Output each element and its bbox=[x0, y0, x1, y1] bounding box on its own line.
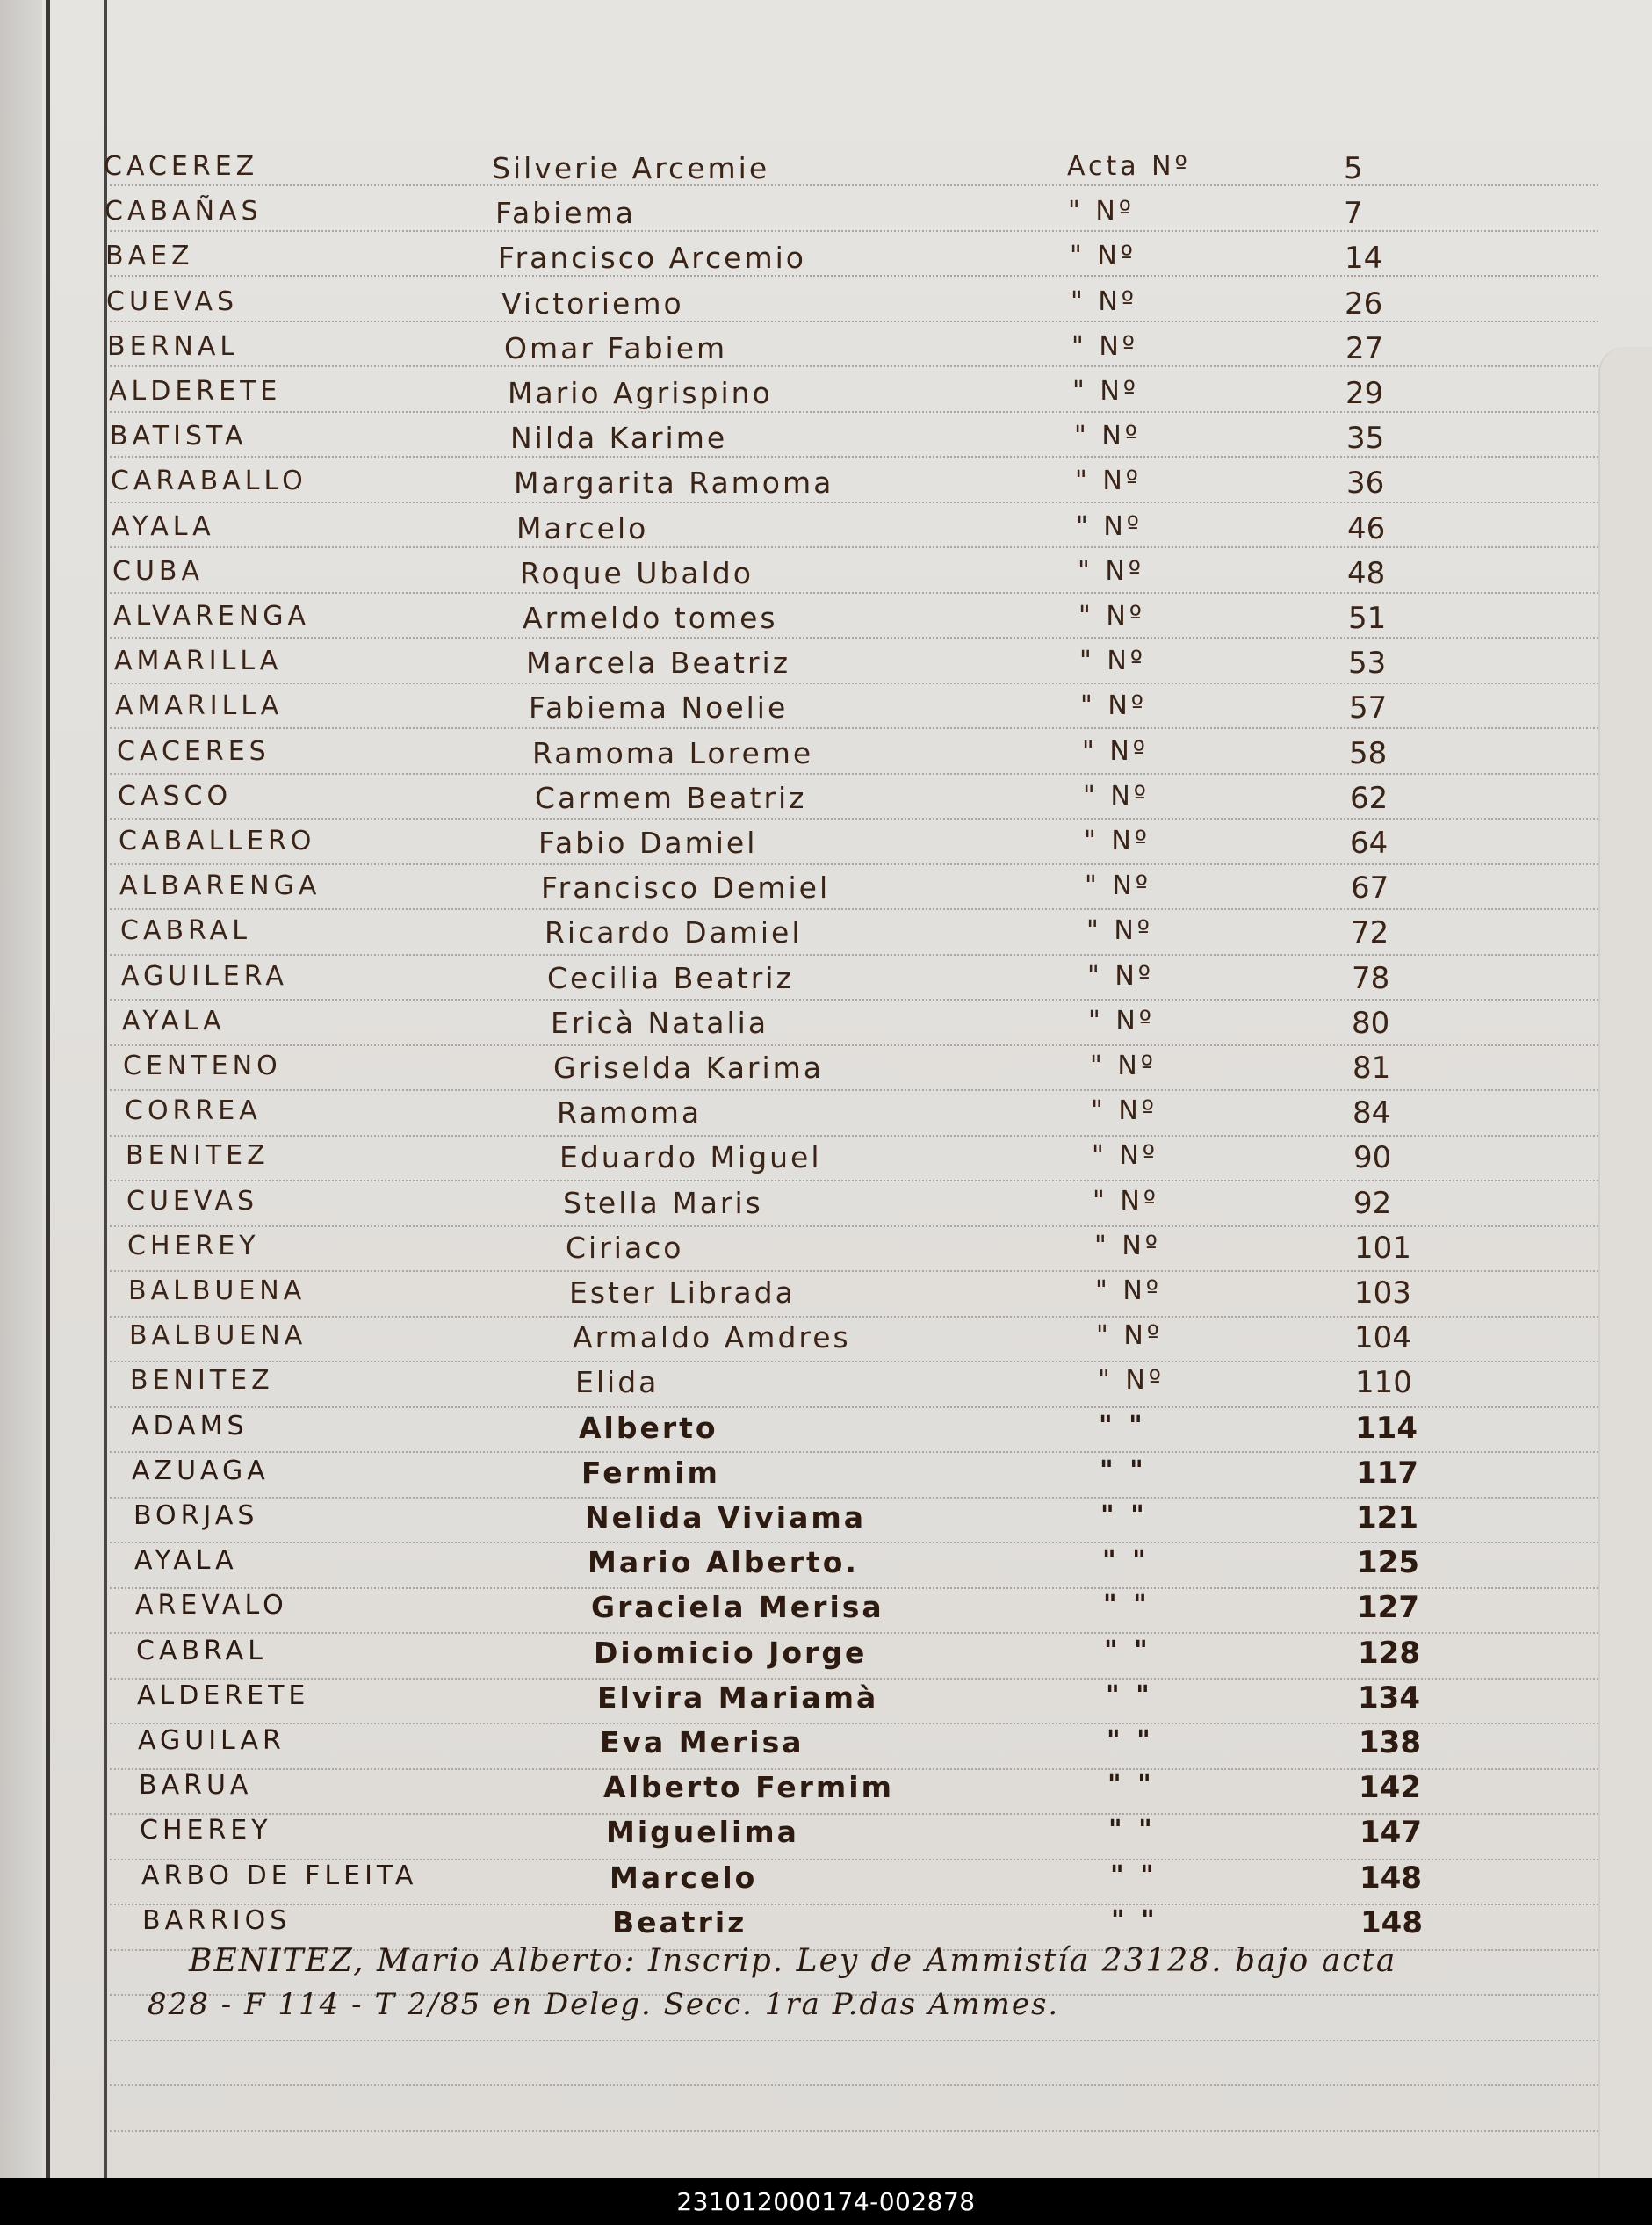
acta-label-cell: " Nº bbox=[1094, 1231, 1161, 1261]
ruled-line bbox=[110, 1089, 1598, 1091]
acta-label-cell: " Nº bbox=[1086, 915, 1153, 946]
acta-label-cell: " Nº bbox=[1078, 556, 1144, 587]
register-row bbox=[0, 961, 1581, 1000]
acta-label-cell: " " bbox=[1100, 1456, 1147, 1486]
acta-number-cell: 125 bbox=[1357, 1545, 1419, 1580]
acta-number-cell: 57 bbox=[1349, 690, 1388, 726]
surname-cell: ADAMS bbox=[131, 1411, 249, 1441]
ruled-line bbox=[110, 1316, 1598, 1318]
given-name-cell: Beatriz bbox=[612, 1905, 747, 1940]
acta-label-cell: " " bbox=[1100, 1500, 1148, 1531]
register-row bbox=[0, 1140, 1581, 1179]
given-name-cell: Alberto bbox=[579, 1411, 718, 1445]
register-row bbox=[0, 1636, 1581, 1674]
register-row bbox=[0, 1860, 1581, 1899]
ruled-line bbox=[110, 1406, 1598, 1408]
acta-number-cell: 90 bbox=[1353, 1140, 1392, 1175]
annotation-note-line: BENITEZ, Mario Alberto: Inscrip. Ley de Ammistía 23128. bajo acta bbox=[189, 1943, 1397, 1979]
acta-label-cell: " Nº bbox=[1098, 1365, 1165, 1396]
acta-number-cell: 134 bbox=[1358, 1680, 1420, 1716]
acta-label-cell: " Nº bbox=[1071, 286, 1137, 317]
given-name-cell: Griselda Karima bbox=[553, 1051, 825, 1085]
given-name-cell: Ramoma Loreme bbox=[532, 736, 814, 770]
acta-number-cell: 27 bbox=[1345, 331, 1384, 366]
register-row bbox=[0, 1590, 1581, 1629]
acta-label-cell: " Nº bbox=[1096, 1320, 1163, 1351]
given-name-cell: Nilda Karime bbox=[510, 421, 728, 455]
given-name-cell: Ramoma bbox=[557, 1095, 703, 1130]
ruled-line bbox=[110, 1135, 1598, 1137]
register-row bbox=[0, 1006, 1581, 1044]
acta-number-cell: 67 bbox=[1351, 870, 1389, 906]
acta-label-cell: " Nº bbox=[1090, 1051, 1157, 1081]
ruled-line bbox=[110, 1180, 1598, 1181]
surname-cell: CHEREY bbox=[140, 1815, 272, 1846]
acta-label-cell: " Nº bbox=[1091, 1095, 1158, 1126]
given-name-cell: Ericà Natalia bbox=[551, 1006, 769, 1040]
surname-cell: AYALA bbox=[134, 1545, 238, 1576]
surname-cell: AGUILERA bbox=[121, 961, 288, 992]
given-name-cell: Eduardo Miguel bbox=[559, 1140, 822, 1174]
given-name-cell: Fermim bbox=[581, 1456, 720, 1490]
given-name-cell: Eva Merisa bbox=[600, 1725, 804, 1759]
acta-label-cell: " Nº bbox=[1076, 511, 1143, 542]
ruled-line bbox=[110, 1497, 1598, 1499]
register-row bbox=[0, 376, 1581, 415]
acta-label-cell: " Nº bbox=[1085, 870, 1151, 901]
acta-number-cell: 46 bbox=[1347, 511, 1386, 546]
given-name-cell: Mario Alberto. bbox=[588, 1545, 859, 1579]
register-row bbox=[0, 151, 1581, 190]
register-row bbox=[0, 826, 1581, 864]
surname-cell: ARBO DE FLEITA bbox=[141, 1860, 418, 1891]
ruled-line bbox=[110, 1723, 1598, 1724]
surname-cell: CACEREZ bbox=[104, 151, 259, 182]
register-row bbox=[0, 421, 1581, 459]
surname-cell: BARUA bbox=[139, 1770, 253, 1801]
given-name-cell: Victoriemo bbox=[501, 286, 684, 321]
surname-cell: CUEVAS bbox=[126, 1186, 259, 1217]
register-row bbox=[0, 556, 1581, 595]
surname-cell: BATISTA bbox=[110, 421, 248, 452]
acta-number-cell: 80 bbox=[1352, 1006, 1390, 1041]
acta-number-cell: 48 bbox=[1347, 556, 1386, 591]
acta-number-cell: 72 bbox=[1351, 915, 1389, 950]
surname-cell: CABRAL bbox=[120, 915, 251, 946]
acta-number-cell: 14 bbox=[1345, 241, 1383, 276]
surname-cell: AGUILAR bbox=[138, 1725, 285, 1756]
surname-cell: CORREA bbox=[125, 1095, 262, 1126]
surname-cell: CARABALLO bbox=[111, 466, 307, 496]
acta-number-cell: 36 bbox=[1346, 466, 1385, 501]
acta-label-cell: " " bbox=[1108, 1815, 1156, 1846]
ruled-line bbox=[110, 1225, 1598, 1227]
acta-number-cell: 114 bbox=[1355, 1411, 1418, 1446]
register-row bbox=[0, 196, 1581, 235]
surname-cell: ALDERETE bbox=[109, 376, 282, 407]
register-row bbox=[0, 690, 1581, 729]
acta-number-cell: 58 bbox=[1349, 736, 1388, 771]
acta-label-cell: " " bbox=[1111, 1905, 1158, 1936]
acta-number-cell: 84 bbox=[1353, 1095, 1391, 1131]
register-row bbox=[0, 781, 1581, 820]
register-row bbox=[0, 1545, 1581, 1584]
acta-label-cell: " " bbox=[1107, 1725, 1154, 1756]
acta-label-cell: " " bbox=[1106, 1680, 1153, 1711]
acta-number-cell: 147 bbox=[1360, 1815, 1422, 1850]
acta-number-cell: 35 bbox=[1346, 421, 1385, 456]
document-id-footer: 231012000174-002878 bbox=[0, 2178, 1652, 2225]
surname-cell: CABALLERO bbox=[119, 826, 316, 856]
surname-cell: BAEZ bbox=[105, 241, 194, 271]
given-name-cell: Cecilia Beatriz bbox=[547, 961, 794, 995]
register-row bbox=[0, 915, 1581, 954]
surname-cell: CUBA bbox=[112, 556, 205, 587]
given-name-cell: Ricardo Damiel bbox=[545, 915, 803, 950]
given-name-cell: Fabiema bbox=[495, 196, 636, 230]
register-row bbox=[0, 646, 1581, 684]
given-name-cell: Alberto Fermim bbox=[603, 1770, 895, 1804]
surname-cell: ALVARENGA bbox=[113, 601, 311, 632]
ruled-line bbox=[110, 2130, 1598, 2132]
given-name-cell: Mario Agrispino bbox=[508, 376, 773, 410]
given-name-cell: Francisco Arcemio bbox=[498, 241, 806, 275]
acta-number-cell: 117 bbox=[1356, 1456, 1418, 1491]
surname-cell: BALBUENA bbox=[128, 1275, 307, 1306]
given-name-cell: Marcela Beatriz bbox=[526, 646, 791, 680]
given-name-cell: Ester Librada bbox=[569, 1275, 796, 1310]
register-row bbox=[0, 1095, 1581, 1134]
given-name-cell: Roque Ubaldo bbox=[520, 556, 754, 590]
given-name-cell: Carmem Beatriz bbox=[535, 781, 807, 815]
register-row bbox=[0, 286, 1581, 325]
given-name-cell: Silverie Arcemie bbox=[492, 151, 770, 185]
register-row bbox=[0, 870, 1581, 909]
acta-label-cell: " Nº bbox=[1092, 1140, 1158, 1171]
given-name-cell: Ciriaco bbox=[566, 1231, 684, 1265]
surname-cell: AYALA bbox=[112, 511, 215, 542]
acta-number-cell: 110 bbox=[1355, 1365, 1412, 1400]
acta-number-cell: 148 bbox=[1360, 1905, 1423, 1940]
acta-label-cell: " Nº bbox=[1095, 1275, 1162, 1306]
register-row bbox=[0, 601, 1581, 639]
ruled-line bbox=[110, 2040, 1598, 2041]
given-name-cell: Fabiema Noelie bbox=[529, 690, 789, 725]
register-row bbox=[0, 1320, 1581, 1359]
ruled-line bbox=[110, 1044, 1598, 1046]
acta-label-cell: " " bbox=[1104, 1636, 1151, 1666]
register-row bbox=[0, 1770, 1581, 1809]
acta-number-cell: 78 bbox=[1352, 961, 1390, 996]
acta-label-cell: " Nº bbox=[1082, 736, 1149, 767]
acta-number-cell: 138 bbox=[1359, 1725, 1421, 1760]
register-row bbox=[0, 511, 1581, 550]
surname-cell: AZUAGA bbox=[132, 1456, 270, 1486]
acta-label-cell: " " bbox=[1107, 1770, 1155, 1801]
ruled-line bbox=[110, 1361, 1598, 1362]
acta-number-cell: 142 bbox=[1359, 1770, 1421, 1805]
ruled-line bbox=[110, 1270, 1598, 1272]
surname-cell: BARRIOS bbox=[142, 1905, 292, 1936]
given-name-cell: Elvira Mariamà bbox=[597, 1680, 879, 1715]
surname-cell: ALDERETE bbox=[137, 1680, 310, 1711]
surname-cell: CASCO bbox=[118, 781, 233, 812]
acta-label-cell: " " bbox=[1102, 1545, 1150, 1576]
given-name-cell: Omar Fabiem bbox=[504, 331, 728, 365]
acta-number-cell: 103 bbox=[1354, 1275, 1411, 1311]
register-row bbox=[0, 241, 1581, 279]
register-row bbox=[0, 1231, 1581, 1269]
surname-cell: CACERES bbox=[117, 736, 271, 767]
surname-cell: BENITEZ bbox=[126, 1140, 270, 1171]
register-row bbox=[0, 1500, 1581, 1539]
acta-label-cell: " Nº bbox=[1080, 690, 1147, 721]
acta-number-cell: 51 bbox=[1348, 601, 1387, 636]
acta-number-cell: 128 bbox=[1358, 1636, 1420, 1671]
surname-cell: CABRAL bbox=[136, 1636, 267, 1666]
acta-number-cell: 101 bbox=[1354, 1231, 1411, 1266]
surname-cell: CUEVAS bbox=[106, 286, 239, 317]
acta-number-cell: 5 bbox=[1344, 151, 1363, 186]
given-name-cell: Fabio Damiel bbox=[538, 826, 758, 860]
register-row bbox=[0, 1186, 1581, 1224]
surname-cell: CENTENO bbox=[123, 1051, 282, 1081]
register-row bbox=[0, 736, 1581, 775]
surname-cell: BALBUENA bbox=[129, 1320, 307, 1351]
given-name-cell: Diomicio Jorge bbox=[594, 1636, 868, 1670]
acta-number-cell: 127 bbox=[1357, 1590, 1419, 1625]
ruled-line bbox=[110, 1678, 1598, 1680]
acta-label-cell: " Nº bbox=[1075, 466, 1142, 496]
acta-number-cell: 7 bbox=[1344, 196, 1363, 231]
acta-label-cell: " Nº bbox=[1084, 826, 1151, 856]
acta-label-cell: " Nº bbox=[1071, 331, 1138, 362]
acta-label-cell: " Nº bbox=[1088, 1006, 1155, 1037]
given-name-cell: Elida bbox=[575, 1365, 660, 1399]
register-row bbox=[0, 1456, 1581, 1494]
given-name-cell: Armeldo tomes bbox=[523, 601, 778, 635]
acta-number-cell: 29 bbox=[1345, 376, 1384, 411]
given-name-cell: Marcelo bbox=[516, 511, 649, 545]
acta-label-cell: " Nº bbox=[1083, 781, 1150, 812]
surname-cell: AYALA bbox=[122, 1006, 226, 1037]
acta-label-cell: " Nº bbox=[1079, 646, 1146, 676]
given-name-cell: Francisco Demiel bbox=[541, 870, 831, 905]
ruled-line bbox=[110, 1542, 1598, 1543]
acta-label-cell: Acta Nº bbox=[1067, 151, 1191, 182]
surname-cell: AMARILLA bbox=[114, 646, 283, 676]
acta-label-cell: " " bbox=[1099, 1411, 1146, 1441]
annotation-note-line: 828 - F 114 - T 2/85 en Deleg. Secc. 1ra P.das Ammes. bbox=[148, 1987, 1060, 2022]
acta-label-cell: " Nº bbox=[1068, 196, 1135, 227]
given-name-cell: Margarita Ramoma bbox=[514, 466, 834, 500]
given-name-cell: Miguelima bbox=[606, 1815, 799, 1849]
register-row bbox=[0, 331, 1581, 370]
surname-cell: AMARILLA bbox=[115, 690, 284, 721]
surname-cell: AREVALO bbox=[135, 1590, 288, 1621]
register-row bbox=[0, 466, 1581, 504]
register-row bbox=[0, 1680, 1581, 1719]
acta-label-cell: " " bbox=[1103, 1590, 1151, 1621]
surname-cell: ALBARENGA bbox=[119, 870, 321, 901]
register-row bbox=[0, 1725, 1581, 1764]
ruled-line bbox=[110, 1632, 1598, 1634]
surname-cell: CHEREY bbox=[127, 1231, 260, 1261]
acta-number-cell: 64 bbox=[1350, 826, 1389, 861]
acta-number-cell: 62 bbox=[1350, 781, 1389, 816]
given-name-cell: Nelida Viviama bbox=[585, 1500, 867, 1535]
given-name-cell: Stella Maris bbox=[563, 1186, 763, 1220]
ruled-line bbox=[110, 954, 1598, 956]
acta-label-cell: " Nº bbox=[1070, 241, 1136, 271]
ruled-line bbox=[110, 1451, 1598, 1453]
register-row bbox=[0, 1815, 1581, 1853]
acta-label-cell: " Nº bbox=[1072, 376, 1139, 407]
acta-label-cell: " Nº bbox=[1074, 421, 1141, 452]
register-row bbox=[0, 1051, 1581, 1089]
acta-label-cell: " Nº bbox=[1093, 1186, 1159, 1217]
surname-cell: CABAÑAS bbox=[105, 196, 263, 227]
acta-number-cell: 121 bbox=[1356, 1500, 1418, 1535]
ruled-line bbox=[110, 2084, 1598, 2086]
register-row bbox=[0, 1411, 1581, 1449]
acta-label-cell: " Nº bbox=[1078, 601, 1145, 632]
register-row bbox=[0, 1275, 1581, 1314]
acta-number-cell: 81 bbox=[1353, 1051, 1391, 1086]
ruled-line bbox=[110, 1587, 1598, 1589]
acta-label-cell: " Nº bbox=[1087, 961, 1154, 992]
underlying-page-edge bbox=[1598, 347, 1652, 2178]
given-name-cell: Armaldo Amdres bbox=[573, 1320, 851, 1355]
acta-number-cell: 92 bbox=[1353, 1186, 1392, 1221]
given-name-cell: Graciela Merisa bbox=[591, 1590, 884, 1624]
acta-label-cell: " " bbox=[1110, 1860, 1158, 1891]
acta-number-cell: 104 bbox=[1354, 1320, 1411, 1355]
surname-cell: BENITEZ bbox=[130, 1365, 274, 1396]
given-name-cell: Marcelo bbox=[610, 1860, 758, 1895]
surname-cell: BORJAS bbox=[133, 1500, 259, 1531]
acta-number-cell: 53 bbox=[1348, 646, 1387, 681]
acta-number-cell: 148 bbox=[1360, 1860, 1422, 1896]
register-row bbox=[0, 1905, 1581, 1944]
acta-number-cell: 26 bbox=[1345, 286, 1383, 321]
surname-cell: BERNAL bbox=[107, 331, 240, 362]
register-row bbox=[0, 1365, 1581, 1404]
